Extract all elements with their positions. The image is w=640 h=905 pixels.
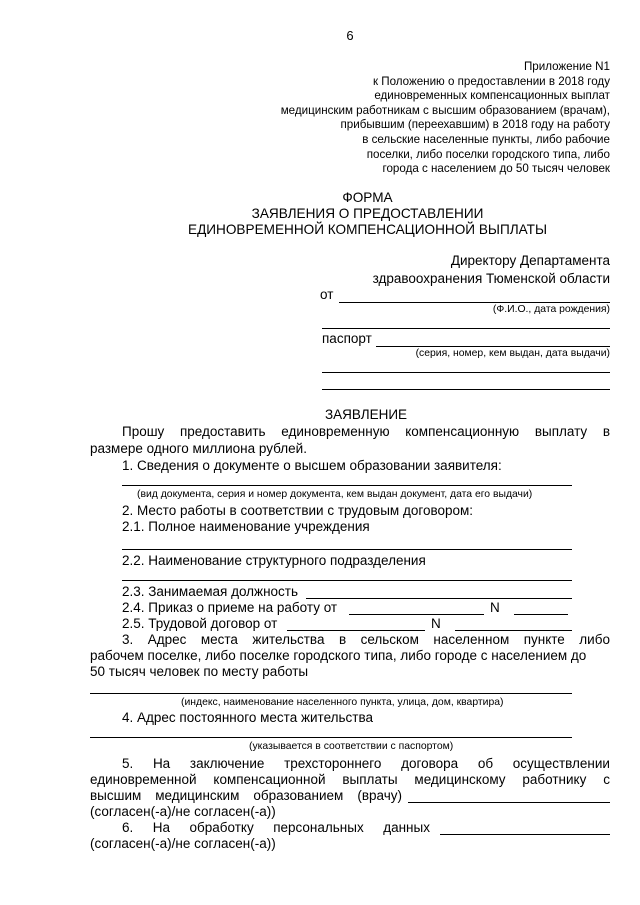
request-word: единовременную xyxy=(281,424,390,439)
item3-line2: рабочем поселке, либо поселке городского типа, либо городе с населением до xyxy=(90,648,587,663)
work-place-address-field[interactable] xyxy=(90,693,572,694)
item2-4-label: 2.4. Приказ о приеме на работу от xyxy=(122,600,338,615)
item2-5-number-sign: N xyxy=(431,616,441,631)
appendix-line: Приложение N1 xyxy=(523,60,610,73)
request-line1 xyxy=(122,424,610,439)
item3-line3: 50 тысяч человек по месту работы xyxy=(90,664,309,679)
item5-word: работнику xyxy=(522,772,587,787)
request-word: в xyxy=(602,424,610,439)
request-word: компенсационную xyxy=(405,424,520,439)
item3-word: либо xyxy=(579,632,610,647)
item6-line1 xyxy=(122,820,430,835)
hiring-order-date-field[interactable] xyxy=(349,614,484,615)
item5-word: медицинским xyxy=(155,788,240,803)
item6-word: 6. xyxy=(122,820,134,835)
item3-word: Адрес xyxy=(147,632,187,647)
item4-label: 4. Адрес постоянного места жительства xyxy=(122,710,373,725)
education-document-field[interactable] xyxy=(122,485,572,486)
item5-line4: (согласен(-а)/не согласен(-а)) xyxy=(90,804,276,819)
item6-word: На xyxy=(152,820,171,835)
from-hint: (Ф.И.О., дата рождения) xyxy=(492,304,610,315)
labor-contract-number-field[interactable] xyxy=(455,630,572,631)
item2-2-label: 2.2. Наименование структурного подразделения xyxy=(122,553,426,568)
appendix-line: медицинским работникам с высшим образованием (врачам), xyxy=(280,103,610,117)
hiring-order-number-field[interactable] xyxy=(514,614,568,615)
item6-word: обработку xyxy=(189,820,254,835)
passport-field-extra-1[interactable] xyxy=(322,372,610,373)
application-heading: ЗАЯВЛЕНИЕ xyxy=(324,407,408,422)
item3-word: населенном xyxy=(433,632,510,647)
permanent-address-field[interactable] xyxy=(90,737,572,738)
form-title xyxy=(0,190,640,238)
appendix-line: прибывшим (переехавшим) в 2018 году на работу xyxy=(340,118,610,132)
item3-word: пункте xyxy=(523,632,565,647)
item6-line2: (согласен(-а)/не согласен(-а)) xyxy=(90,836,276,851)
item5-word: компенсационной xyxy=(213,772,326,787)
item5-word: об xyxy=(477,756,494,771)
item2-label: 2. Место работы в соответствии с трудовым договором: xyxy=(122,503,474,518)
form-title-line: ЗАЯВЛЕНИЯ О ПРЕДОСТАВЛЕНИИ xyxy=(251,206,484,221)
item5-line3 xyxy=(90,788,402,803)
item4-hint: (указывается в соответствии с паспортом) xyxy=(249,741,454,752)
addressee-line2: здравоохранения Тюменской области xyxy=(372,271,610,286)
item5-word: трехстороннего xyxy=(284,756,382,771)
item5-word: медицинскому xyxy=(414,772,506,787)
item5-line2 xyxy=(90,772,610,787)
item6-word: персональных xyxy=(273,820,364,835)
item5-word: 5. xyxy=(122,756,134,771)
item5-word: с xyxy=(603,772,610,787)
personal-data-consent-field[interactable] xyxy=(440,834,610,835)
position-field[interactable] xyxy=(306,598,572,599)
item5-line1 xyxy=(122,756,610,771)
item5-word: высшим xyxy=(90,788,142,803)
passport-field[interactable] xyxy=(376,346,610,347)
item3-word: жительства xyxy=(252,632,325,647)
tripartite-agreement-consent-field[interactable] xyxy=(408,802,610,803)
request-word: выплату xyxy=(534,424,588,439)
from-label: от xyxy=(320,287,334,302)
item2-1-label: 2.1. Полное наименование учреждения xyxy=(122,519,370,534)
item2-4-number-sign: N xyxy=(490,600,500,615)
item5-word: единовременной xyxy=(90,772,197,787)
appendix-line: в сельские населенные пункты, либо рабочие xyxy=(362,132,610,146)
item1-hint: (вид документа, серия и номер документа, кем выдан документ, дата его выдачи) xyxy=(137,489,533,500)
item5-word: осуществлении xyxy=(512,756,610,771)
item5-word: образованием xyxy=(253,788,344,803)
item2-3-label: 2.3. Занимаемая должность xyxy=(122,584,299,599)
form-title-line: ФОРМА xyxy=(342,190,393,205)
passport-hint: (серия, номер, кем выдан, дата выдачи) xyxy=(415,348,610,359)
item5-word: выплаты xyxy=(342,772,398,787)
item5-word: заключение xyxy=(189,756,265,771)
addressee-line1: Директору Департамента xyxy=(450,253,610,268)
from-field-extra[interactable] xyxy=(322,328,610,329)
item1-label: 1. Сведения о документе о высшем образовании заявителя: xyxy=(122,458,502,473)
item5-word: На xyxy=(152,756,171,771)
passport-label: паспорт xyxy=(322,331,372,346)
item6-word: данных xyxy=(383,820,430,835)
item5-word: (врачу) xyxy=(357,788,402,803)
form-title-line: ЕДИНОВРЕМЕННОЙ КОМПЕНСАЦИОННОЙ ВЫПЛАТЫ xyxy=(188,222,547,237)
labor-contract-date-field[interactable] xyxy=(287,630,425,631)
appendix-line: поселки, либо поселки городского типа, либо xyxy=(366,147,610,161)
item3-word: в xyxy=(338,632,347,647)
request-word: предоставить xyxy=(179,424,266,439)
from-field[interactable] xyxy=(339,302,610,303)
institution-name-field[interactable] xyxy=(122,549,572,550)
item5-word: договора xyxy=(401,756,459,771)
appendix-line: к Положению о предоставлении в 2018 году xyxy=(372,74,610,88)
request-line2: размере одного миллиона рублей. xyxy=(90,441,307,456)
appendix-header xyxy=(210,60,610,177)
item3-hint: (индекс, наименование населенного пункта, улица, дом, квартира) xyxy=(181,697,504,708)
appendix-line: единовременных компенсационных выплат xyxy=(374,89,610,103)
request-word: Прошу xyxy=(122,424,165,439)
item3-word: сельском xyxy=(360,632,419,647)
appendix-line: города с населением до 50 тысяч человек xyxy=(382,162,610,176)
item3-word: 3. xyxy=(122,632,134,647)
item3-line1 xyxy=(122,632,610,647)
page-number: 6 xyxy=(346,28,354,43)
item3-word: места xyxy=(200,632,238,647)
department-name-field[interactable] xyxy=(122,580,572,581)
item2-5-label: 2.5. Трудовой договор от xyxy=(122,616,278,631)
passport-field-extra-2[interactable] xyxy=(322,389,610,390)
